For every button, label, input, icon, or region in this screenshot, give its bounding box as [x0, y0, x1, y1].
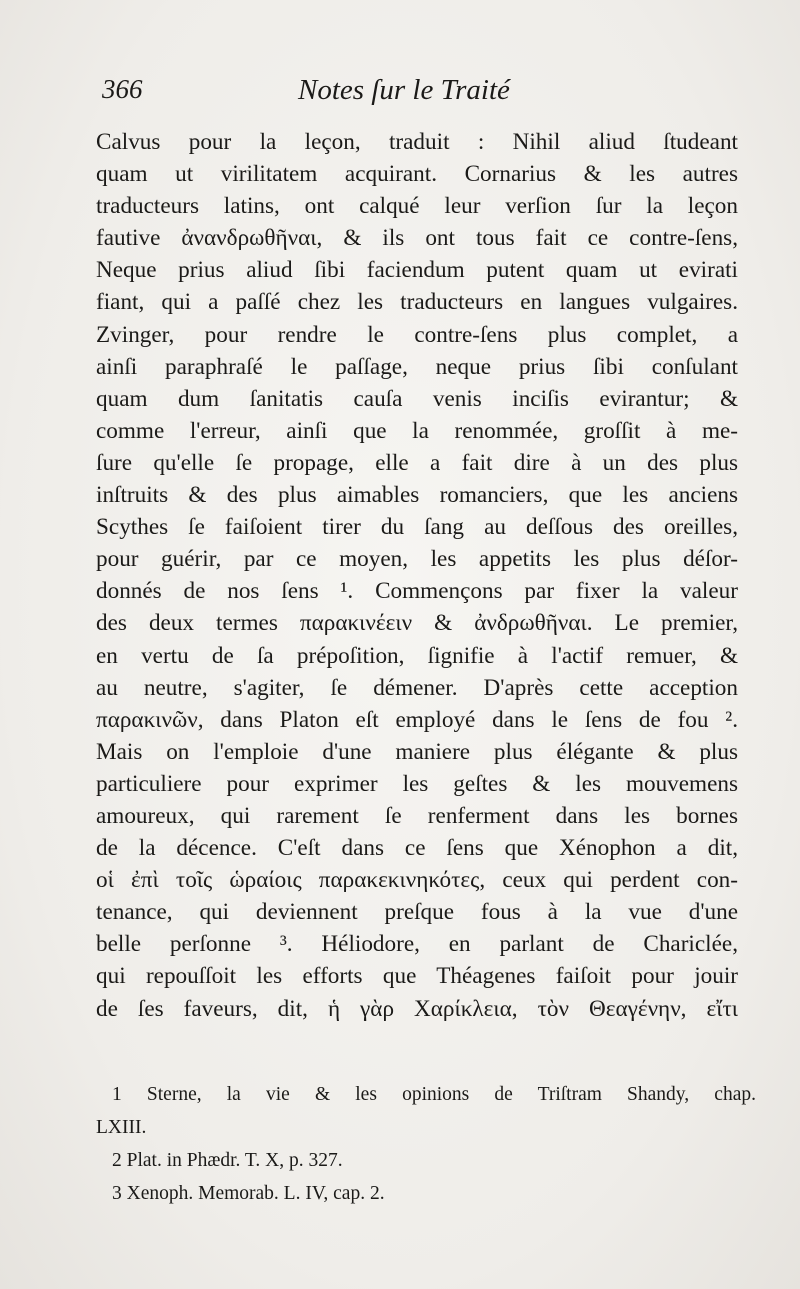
footnote-1-continuation: LXIII.	[96, 1117, 147, 1138]
text-line: de la décence. C'eſt dans ce ſens que Xénophon a dit,	[96, 835, 738, 862]
text-line: fiant, qui a paſſé chez les traducteurs en langues vulgaires.	[96, 289, 738, 316]
text-line: traducteurs latins, ont calqué leur verſion ſur la leçon	[96, 193, 738, 220]
text-line: comme l'erreur, ainſi que la renommée, groſſit à me-	[96, 417, 738, 444]
text-line: donnés de nos ſens ¹. Commençons par fixer la valeur	[96, 578, 738, 605]
page-header	[102, 74, 742, 110]
text-line: quam dum ſanitatis cauſa venis inciſis evirantur; &	[96, 385, 738, 412]
text-line: pour guérir, par ce moyen, les appetits les plus déſor-	[96, 546, 738, 573]
text-line: particuliere pour exprimer les geſtes & les mouvemens	[96, 770, 738, 797]
text-line: παρακινῶν, dans Platon eſt employé dans le ſens de fou ².	[96, 706, 738, 733]
text-line: belle perſonne ³. Héliodore, en parlant de Chariclée,	[96, 931, 738, 958]
page-number: 366	[102, 74, 143, 104]
text-line: qui repouſſoit les efforts que Théagenes faiſoit pour jouir	[96, 963, 738, 990]
text-line: ainſi paraphraſé le paſſage, neque prius ſibi conſulant	[96, 353, 738, 380]
footnotes	[96, 1078, 756, 1210]
text-line: Calvus pour la leçon, traduit : Nihil aliud ſtudeant	[96, 129, 738, 155]
footnote-2: 2 Plat. in Phædr. T. X, p. 327.	[112, 1150, 343, 1171]
text-line: tenance, qui deviennent preſque fous à la vue d'une	[96, 899, 738, 926]
footnote-1: 1 Sterne, la vie & les opinions de Triſtram Shandy, chap.	[112, 1084, 756, 1105]
text-line: en vertu de ſa prépoſition, ſignifie à l'actif remuer, &	[96, 642, 738, 669]
text-line: amoureux, qui rarement ſe renferment dans les bornes	[96, 802, 738, 829]
text-line: quam ut virilitatem acquirant. Cornarius & les autres	[96, 161, 738, 188]
text-line: au neutre, s'agiter, ſe démener. D'après cette acception	[96, 674, 738, 701]
text-line: Mais on l'emploie d'une maniere plus élégante & plus	[96, 738, 738, 765]
text-line: Zvinger, pour rendre le contre-ſens plus complet, a	[96, 321, 738, 348]
text-line: ſure qu'elle ſe propage, elle a fait dire à un des plus	[96, 449, 738, 476]
text-line: inſtruits & des plus aimables romanciers, que les anciens	[96, 482, 738, 509]
running-title: Notes ſur le Traité	[298, 74, 510, 106]
text-line: fautive ἀνανδρωθῆναι, & ils ont tous fait ce contre-ſens,	[96, 225, 738, 252]
text-line: οἱ ἐπὶ τοῖς ὡραίοις παρακεκινηκότες, ceux qui perdent con-	[96, 867, 738, 894]
footnote-3: 3 Xenoph. Memorab. L. IV, cap. 2.	[112, 1183, 385, 1204]
text-line: de ſes faveurs, dit, ἡ γὰρ Χαρίκλεια, τὸν Θεαγένην, εἴτι	[96, 995, 738, 1022]
text-line: des deux termes παρακινέειν & ἀνδρωθῆναι. Le premier,	[96, 610, 738, 637]
text-line: Neque prius aliud ſibi faciendum putent quam ut evirati	[96, 257, 738, 284]
text-line: Scythes ſe faiſoient tirer du ſang au deſſous des oreilles,	[96, 514, 738, 541]
body-text	[96, 126, 738, 1025]
